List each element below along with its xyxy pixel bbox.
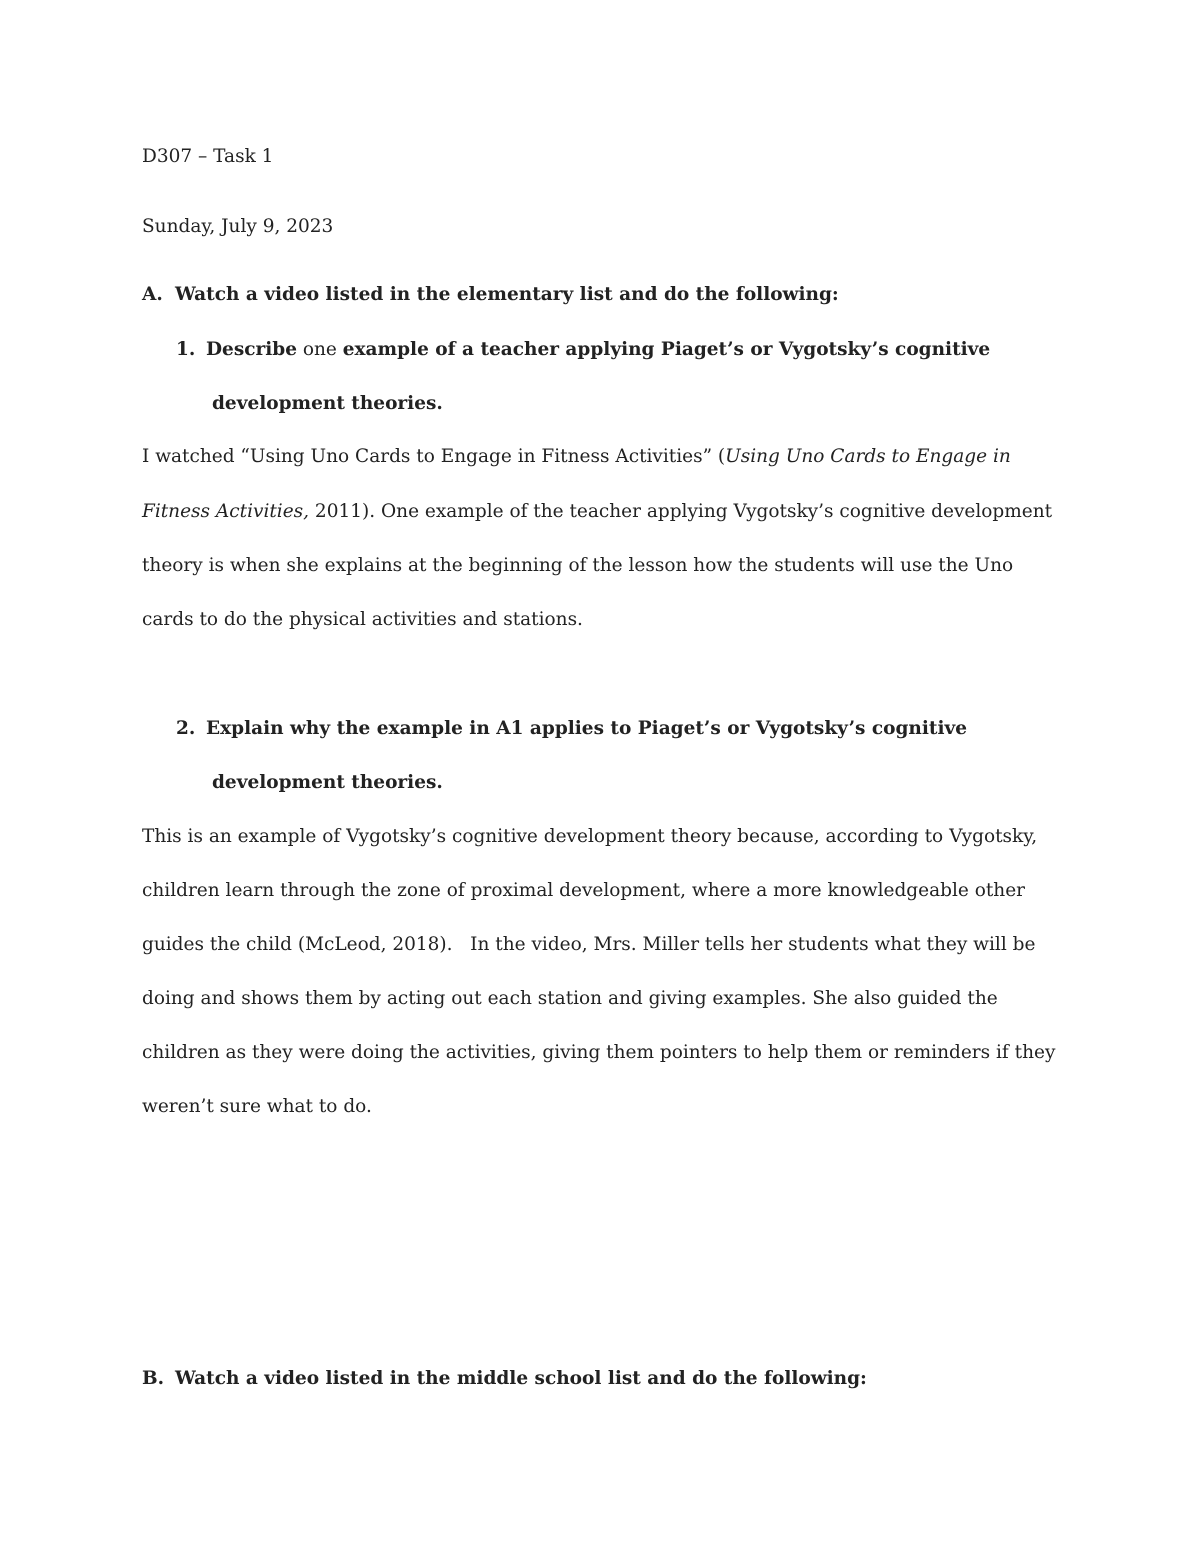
- question-1-line-2: development theories.: [212, 393, 443, 414]
- answer-2-line: weren’t sure what to do.: [142, 1096, 372, 1117]
- question-2-line-2: development theories.: [212, 772, 443, 793]
- section-a-marker: A.: [142, 284, 163, 305]
- answer-1-line-1: [142, 445, 1011, 469]
- answer-2-line: children as they were doing the activities, giving them pointers to help them or reminders if they: [142, 1042, 1056, 1063]
- answer-1-line-2: [142, 500, 1052, 524]
- a1-citation-title: Using Uno Cards to Engage in: [725, 446, 1011, 467]
- question-2-marker: 2.: [176, 718, 196, 739]
- question-1-line-1: [206, 338, 990, 362]
- q1-text-b: one: [296, 339, 343, 360]
- q1-text-c: example of a teacher applying Piaget’s or Vygotsky’s cognitive: [342, 339, 991, 360]
- answer-2-line: doing and shows them by acting out each station and giving examples. She also guided the: [142, 988, 998, 1009]
- section-b-marker: B.: [142, 1368, 165, 1389]
- a1-text: I watched “Using Uno Cards to Engage in Fitness Activities” (: [142, 446, 726, 467]
- a1-text-cont: 2011). One example of the teacher applying Vygotsky’s cognitive development: [309, 501, 1053, 522]
- section-b-heading: Watch a video listed in the middle school list and do the following:: [175, 1368, 867, 1389]
- section-a-heading: Watch a video listed in the elementary list and do the following:: [175, 284, 839, 305]
- document-title: D307 – Task 1: [142, 146, 274, 167]
- answer-2-line: children learn through the zone of proximal development, where a more knowledgeable other: [142, 880, 1025, 901]
- answer-1-line-3: theory is when she explains at the beginning of the lesson how the students will use the Uno: [142, 555, 1014, 576]
- a1-citation-title-cont: Fitness Activities,: [142, 501, 310, 522]
- answer-2-line: guides the child (McLeod, 2018). In the video, Mrs. Miller tells her students what they will be: [142, 934, 1036, 955]
- answer-1-line-4: cards to do the physical activities and stations.: [142, 609, 583, 630]
- q1-text-a: Describe: [206, 339, 297, 360]
- question-2-line-1: Explain why the example in A1 applies to Piaget’s or Vygotsky’s cognitive: [206, 718, 968, 739]
- question-1-marker: 1.: [176, 339, 196, 360]
- answer-2-line: This is an example of Vygotsky’s cognitive development theory because, according to Vygotsky,: [142, 826, 1038, 847]
- document-date: Sunday, July 9, 2023: [142, 216, 334, 237]
